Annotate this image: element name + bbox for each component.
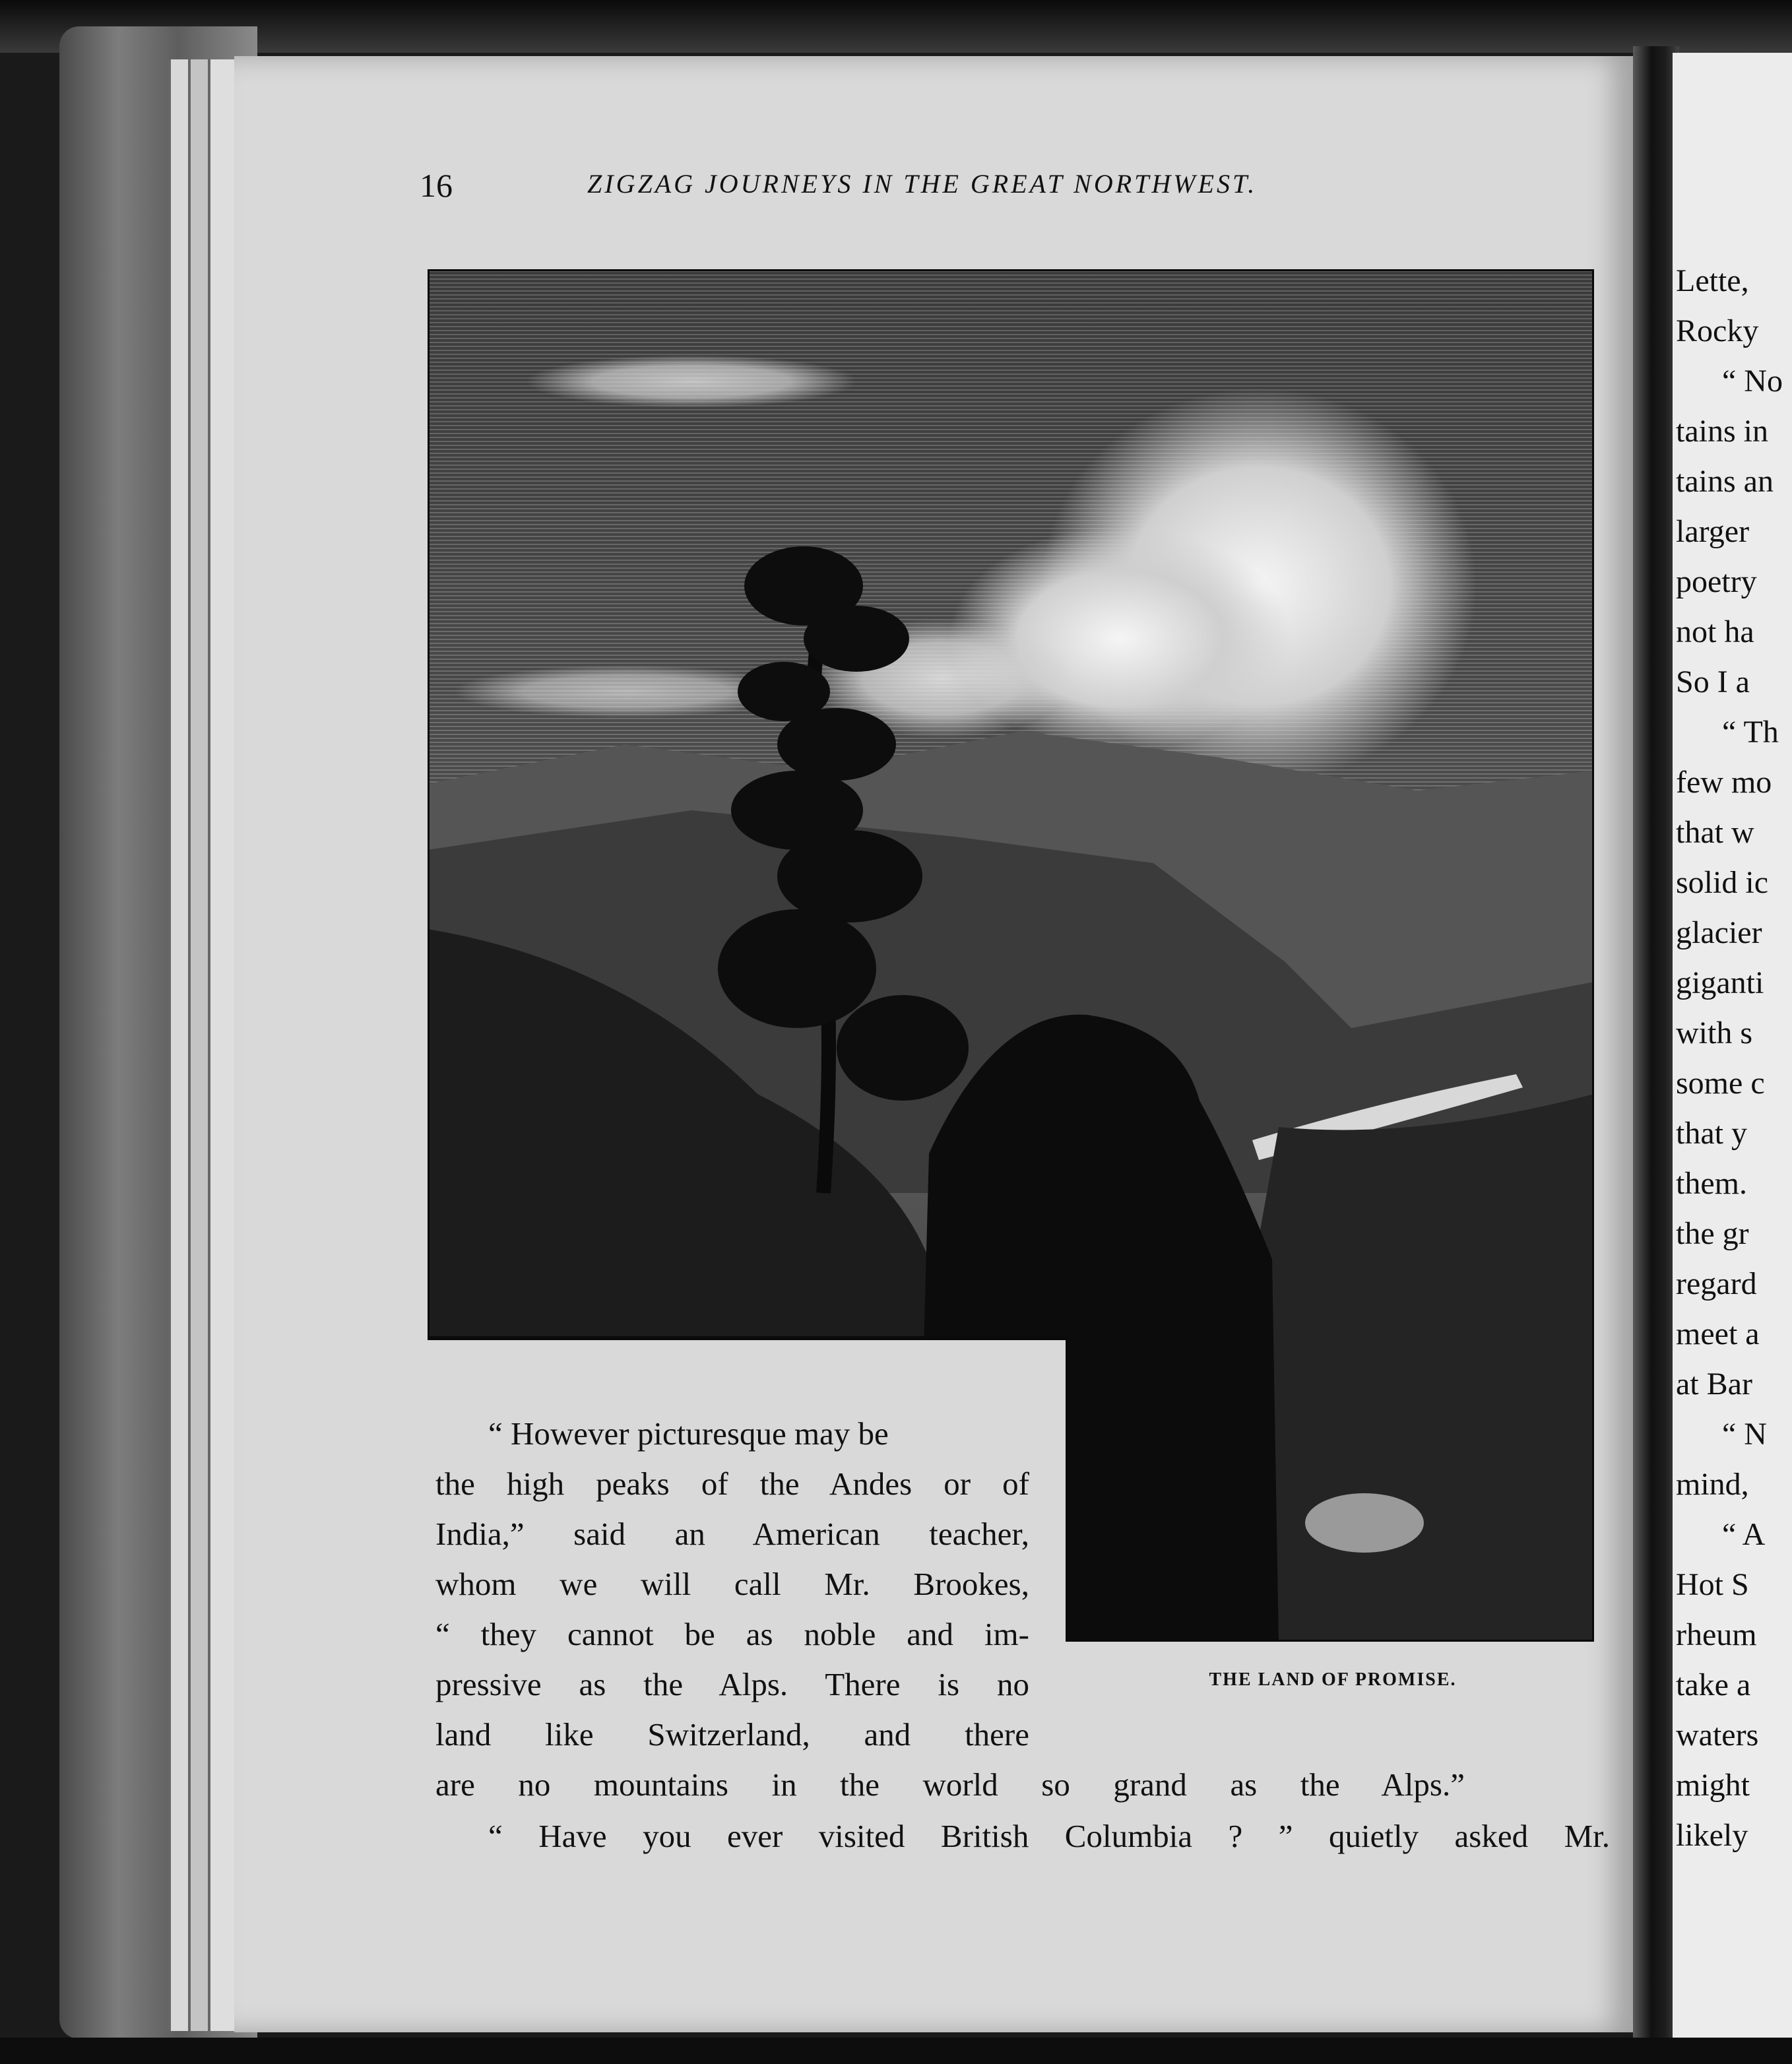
facing-page-line: meet a: [1676, 1316, 1760, 1351]
facing-page-line: “ A: [1722, 1517, 1766, 1552]
facing-page-line: that y: [1676, 1116, 1747, 1151]
body-text-line: land like Switzerland, and there: [435, 1716, 1029, 1753]
facing-page-line: the gr: [1676, 1216, 1749, 1251]
facing-page-line: Rocky: [1676, 313, 1759, 348]
illustration-caption: THE LAND OF PROMISE.: [1209, 1669, 1457, 1690]
page-number: 16: [420, 167, 453, 204]
body-text-line: are no mountains in the world so grand as the Alps.”: [435, 1766, 1465, 1803]
facing-page-line: poetry: [1676, 564, 1757, 599]
facing-page-line: mind,: [1676, 1467, 1749, 1502]
facing-page-line: likely: [1676, 1818, 1748, 1853]
facing-page-line: “ No: [1722, 364, 1783, 399]
body-text-line: India,” said an American teacher,: [435, 1516, 1029, 1552]
facing-page-line: some c: [1676, 1066, 1765, 1101]
facing-page-line: “ Th: [1722, 715, 1779, 750]
book-top-edge: [0, 0, 1792, 53]
facing-page-line: with s: [1676, 1016, 1753, 1050]
facing-page-line: tains in: [1676, 414, 1768, 449]
facing-page-line: giganti: [1676, 965, 1764, 1000]
facing-page-line: Hot S: [1676, 1567, 1749, 1602]
running-title: ZIGZAG JOURNEYS IN THE GREAT NORTHWEST.: [587, 169, 1258, 199]
body-text-line: pressive as the Alps. There is no: [435, 1666, 1029, 1702]
facing-page-line: rheum: [1676, 1617, 1757, 1652]
body-text-line: “ However picturesque may be: [488, 1415, 889, 1452]
facing-page-line: might: [1676, 1768, 1750, 1803]
body-text-line: whom we will call Mr. Brookes,: [435, 1566, 1029, 1602]
scan-bottom-band: [0, 2038, 1792, 2064]
facing-page-line: glacier: [1676, 915, 1762, 950]
facing-page-line: take a: [1676, 1667, 1751, 1702]
facing-page-line: “ N: [1722, 1417, 1767, 1452]
facing-page-line: So I a: [1676, 664, 1750, 699]
facing-page-line: few mo: [1676, 765, 1772, 800]
body-text-line: “ Have you ever visited British Columbia ? ” quietly asked Mr.: [488, 1818, 1610, 1854]
body-text-line: “ they cannot be as noble and im-: [435, 1616, 1029, 1652]
body-text-line: the high peaks of the Andes or of: [435, 1466, 1029, 1502]
right-page: [1673, 53, 1792, 2064]
facing-page-line: regard: [1676, 1266, 1757, 1301]
facing-page-line: waters: [1676, 1718, 1759, 1753]
facing-page-line: tains an: [1676, 464, 1774, 499]
facing-page-line: Lette,: [1676, 263, 1749, 298]
facing-page-line: not ha: [1676, 614, 1754, 649]
facing-page-line: that w: [1676, 815, 1754, 850]
facing-page-line: larger: [1676, 514, 1750, 549]
facing-page-line: them.: [1676, 1166, 1747, 1201]
facing-page-line: solid ic: [1676, 865, 1768, 900]
facing-page-line: at Bar: [1676, 1367, 1752, 1402]
